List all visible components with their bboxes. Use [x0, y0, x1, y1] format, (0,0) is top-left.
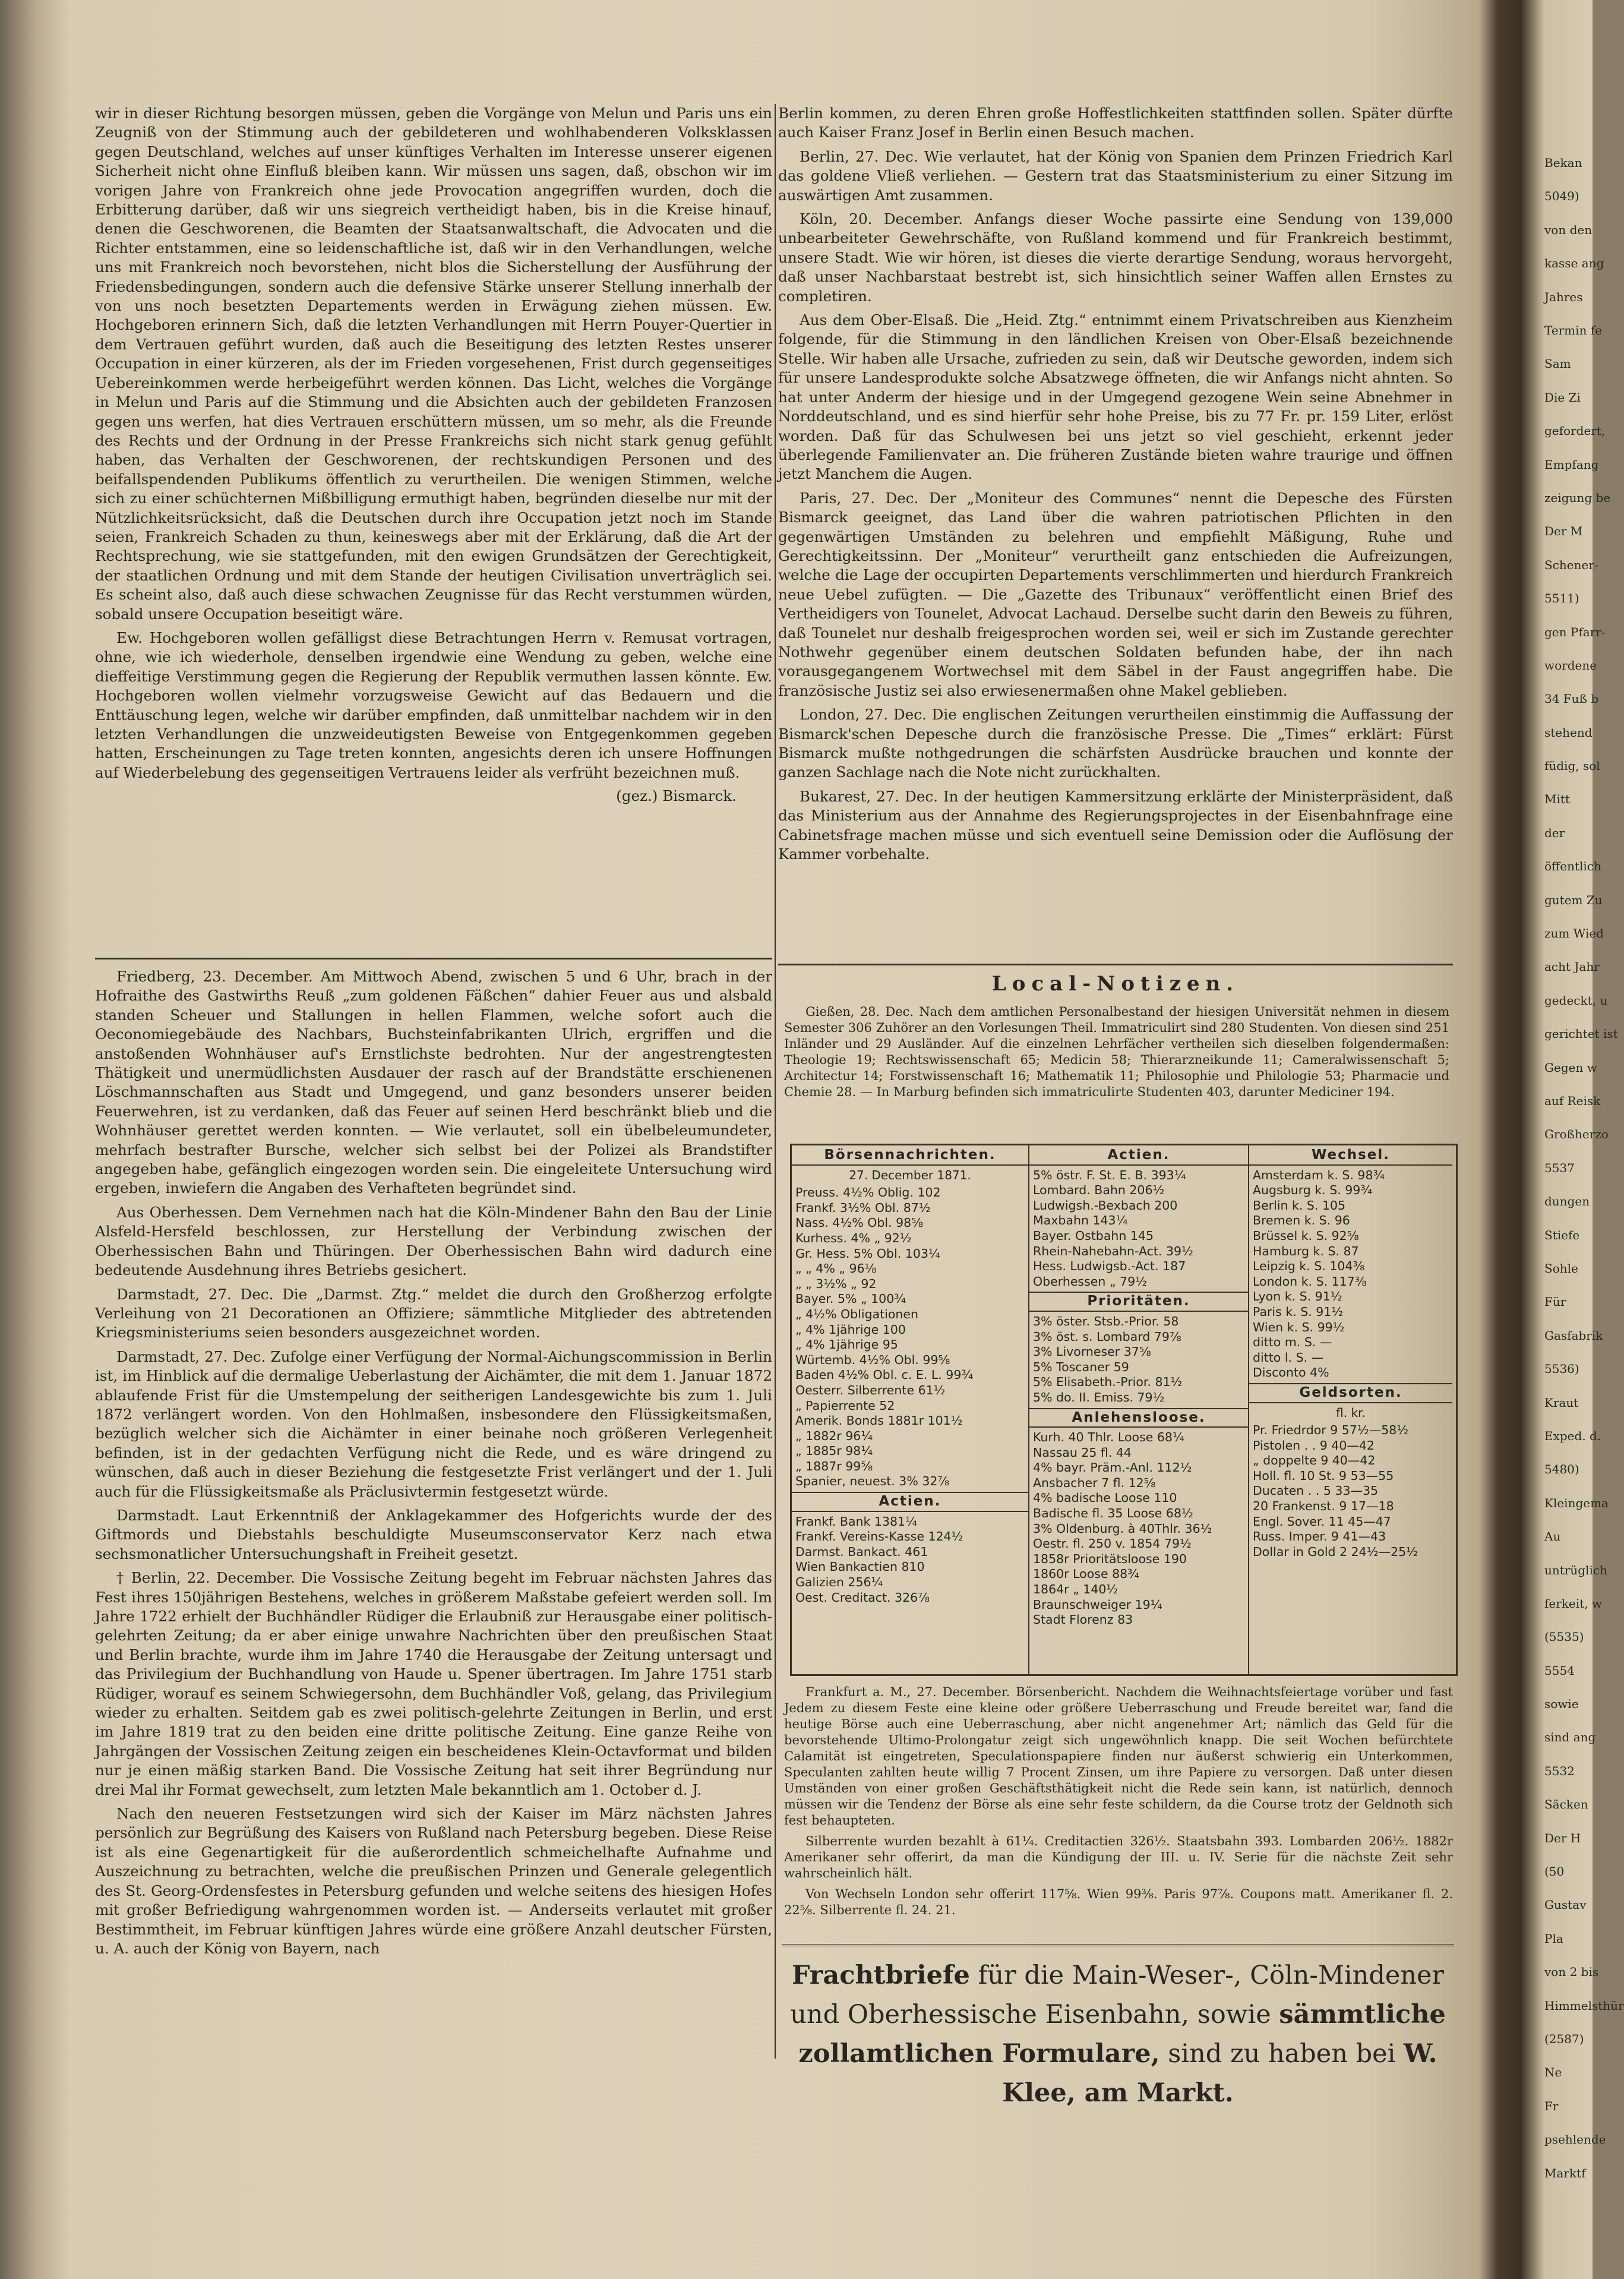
margin-fragment: 5537: [1544, 1160, 1575, 1175]
market-report-paragraph: Von Wechseln London sehr offerirt 117⅝. Wien 99⅜. Paris 97⅞. Coupons matt. Amerikaner fl. 2. 22⅝. Silberrente fl. 24. 21.: [784, 1887, 1453, 1917]
bourse-row: Hess. Ludwigsb.-Act. 187: [1033, 1259, 1186, 1274]
bourse-column-2: [1029, 1145, 1249, 1674]
bourse-heading: Geldsorten.: [1249, 1383, 1452, 1403]
margin-fragment: 5532: [1544, 1763, 1575, 1778]
bourse-row: Baden 4½% Obl. c. E. L. 99¾: [795, 1368, 974, 1382]
bourse-row: Engl. Sover. 11 45—47: [1253, 1514, 1391, 1529]
bourse-row: Wien k. S. 99½: [1253, 1320, 1345, 1334]
margin-fragment: (50: [1544, 1864, 1565, 1879]
bourse-row: „ 4½% Obligationen: [795, 1306, 919, 1321]
bourse-row: Stadt Florenz 83: [1033, 1612, 1133, 1627]
margin-fragment: acht Jahr: [1544, 959, 1600, 974]
bourse-row: Maxbahn 143¼: [1033, 1213, 1128, 1228]
bourse-row: 20 Frankenst. 9 17—18: [1253, 1499, 1394, 1514]
margin-fragment: Der H: [1544, 1830, 1581, 1845]
bourse-row: „ Papierrente 52: [795, 1398, 895, 1413]
bourse-row: 1860r Loose 88¾: [1033, 1567, 1140, 1582]
margin-fragment: psehlende: [1544, 2132, 1606, 2147]
local-news: [784, 1004, 1449, 1105]
market-report-paragraph: Frankfurt a. M., 27. December. Börsenbericht. Nachdem die Weihnachtsfeiertage vorüber und fast Jedem zu diesem Feste eine kleine oder größere Ueberraschung und Freude bereitet war, fand die heutige Börse auch eine Ueberraschung, aber nicht angenehmer Art; nämlich das Geld für die bevorstehende Ultimo-Prolongatur zeigt sich ungewöhnlich knapp. Die seit Wochen befürchtete Calamität ist eingetreten, Speculationspapiere finden nur äußerst schwierig ein Unterkommen, Speculanten zahlten heute willig 7 Procent Zinsen, um ihre Papiere zu versorgen. Daß unter diesen Umständen von einer großen Geschäftsthätigkeit nicht die Rede sein kann, ist natürlich, dennoch müssen wir die Tendenz der Börse als eine sehr feste schildern, da die Course trotz der Geldnoth sich fest behaupteten.: [784, 1685, 1453, 1827]
margin-fragment: Empfang: [1544, 457, 1599, 472]
bourse-row: Holl. fl. 10 St. 9 53—55: [1253, 1468, 1394, 1483]
news-item-darmstadt-2: Darmstadt, 27. Dec. Zufolge einer Verfügung der Normal-Aichungscommission in Berlin ist, im Hinblick auf die dermalige Ueberlastung der Aichämter, die mit dem 1. Januar 1872 ablaufende Frist für die Umstempelung der seitherigen Landesgewichte bis zum 1. Juli 1872 verlängert worden. Von den Hohlmaßen, insbesondere den Flüssigkeitsmaßen, bezüglich welcher sich die Aichämter in einer beinahe noch größeren Verlegenheit befinden, ist in der gedachten Verfügung nicht die Rede, und es wäre dringend zu wünschen, daß auch in dieser Beziehung die festgesetzte Frist verlängert und der 1. Juli auch für die Flüssigkeitsmaße als Präclusivtermin festgesetzt würde.: [95, 1347, 772, 1500]
news-item-berlin-2: Nach den neueren Festsetzungen wird sich der Kaiser im März nächsten Jahres persönlich zur Begrüßung des Kaisers von Rußland nach Petersburg begeben. Diese Reise ist als eine Gegenartigkeit für die außerordentlich schmeichelhafte Aufnahme und Auszeichnung zu betrachten, welche die preußischen Prinzen und Generale gelegentlich des St. Georg-Ordensfestes in Petersburg gefunden und welche seitens des hiesigen Hofes mit großer Befriedigung wahrgenommen worden ist. — Anderseits verlautet mit großer Bestimmtheit, im Februar künftigen Jahres würde eine größere Anzahl deutscher Fürsten, u. A. auch der König von Bayern, nach: [95, 1805, 772, 1957]
bourse-row: Wien Bankactien 810: [795, 1560, 925, 1574]
bourse-row: Amsterdam k. S. 98¾: [1253, 1167, 1385, 1182]
bourse-row: „ 1885r 98¼: [795, 1444, 873, 1459]
margin-fragment: (2587): [1544, 2032, 1584, 2047]
margin-fragment: wordene: [1544, 658, 1597, 673]
ad-bold: sämmtliche zollamtlichen Formulare,: [798, 2000, 1446, 2069]
bourse-row: Oesterr. Silberrente 61½: [795, 1382, 946, 1397]
bourse-title: Börsennachrichten.: [792, 1148, 1028, 1166]
margin-fragment: Sohle: [1544, 1261, 1578, 1276]
bourse-column-1: [792, 1145, 1029, 1674]
margin-fragment: gutem Zu: [1544, 892, 1603, 907]
margin-fragment: Großherzo: [1544, 1127, 1609, 1142]
bourse-row: 4% bayr. Präm.-Anl. 112½: [1033, 1460, 1192, 1475]
bourse-heading: Anlehensloose.: [1029, 1408, 1248, 1428]
news-item-ober-elsass: Aus dem Ober-Elsaß. Die „Heid. Ztg.“ entnimmt einem Privatschreiben aus Kienzheim folgende, für die Stimmung in den ländlichen Kreisen von Ober-Elsaß bezeichnende Stelle. Wir haben alle Ursache, zufrieden zu sein, daß wir Deutsche geworden, indem sich für unsere Landesprodukte solche Absatzwege öffneten, die wir Anfangs nicht ahnten. So hat unter Anderm der hiesige und in der Umgegend gezogene Wein seine Abnehmer in Norddeutschland, und es sind hierfür sehr hohe Preise, bis zu 77 Fr. pr. 159 Liter, erlöst worden. Daß für das Schulwesen bei uns jetzt so viel geschieht, erkennt jeder überlegende Familienvater an. Die früheren Zustände bieten wahre traurige und öffnen jetzt Manchem die Augen.: [778, 311, 1453, 483]
margin-fragment: ferkeit, w: [1544, 1596, 1603, 1611]
bourse-row: 3% Livorneser 37⅝: [1033, 1344, 1151, 1359]
bourse-row: „ „ 3½% „ 92: [795, 1276, 877, 1291]
news-item-koeln: Köln, 20. December. Anfangs dieser Woche passirte eine Sendung von 139,000 unbearbeiteter Gewehrschäfte, von Rußland kommend und für Frankreich bestimmt, unsere Stadt. Wie wir hören, ist dieses die vierte derartige Sendung, woraus hervorgeht, daß unser Nachbarstaat bestrebt ist, sich hinsichtlich seiner Waffen allen Ernstes zu completiren.: [778, 210, 1453, 305]
bourse-row: „ 4% 1jährige 95: [795, 1337, 898, 1352]
margin-fragment: Der M: [1544, 524, 1583, 539]
bourse-subheading: fl. kr.: [1336, 1405, 1366, 1420]
bourse-row: „ doppelte 9 40—42: [1253, 1453, 1376, 1468]
article-paragraph: Ew. Hochgeboren wollen gefälligst diese Betrachtungen Herrn v. Remusat vortragen, ohne, wie ich wiederhole, denselben irgendwie eine Wendung zu geben, welche eine dieffeitige Verstimmung gegen die Regierung der Republik vermuthen lassen könnte. Ew. Hochgeboren wollen vielmehr vorzugsweise Gewicht auf das Bedauern und die Enttäuschung legen, welche wir darüber empfinden, daß unmittelbar nachdem wir in den letzten Verhandlungen die unzweideutigsten Beweise von Entgegenkommen gegeben hatten, Erscheinungen zu Tage treten konnten, angesichts deren ich unsere Hoffnungen auf Wiederbelebung des gegenseitigen Vertrauens leider als verfrüht bezeichnen muß.: [95, 629, 772, 781]
bourse-row: 4% badische Loose 110: [1033, 1491, 1177, 1505]
stock-exchange-table: [790, 1144, 1458, 1676]
ad-bold: Frachtbriefe: [791, 1961, 970, 1990]
bourse-row: Darmst. Bankact. 461: [795, 1544, 928, 1559]
bourse-row: Rhein-Nahebahn-Act. 39½: [1033, 1243, 1193, 1258]
news-item-paris: Paris, 27. Dec. Der „Moniteur des Communes“ nennt die Depesche des Fürsten Bismarck geeignet, das Land über die wahren patriotischen Pflichten in den gegenwärtigen Umständen zu belehren und empfiehlt Mäßigung, Ruhe und Gerechtigkeitssinn. Der „Moniteur“ verurtheilt ganz entschieden die Aufreizungen, welche die Lage der occupirten Departements verschlimmerten und hierdurch Frankreich neue Uebel zufügten. — Die „Gazette des Tribunaux“ veröffentlicht einen Brief des Vertheidigers von Tounelet, Advocat Lachaud. Derselbe sucht darin den Beweis zu führen, daß Tounelet nur deshalb freigesprochen worden sei, weil er sich im Zustande gerechter Nothwehr gegenüber einem deutschen Soldaten befunden habe, der ihn nach vorausgegangenem Wortwechsel mit dem Säbel in der Faust angegriffen habe. Die französische Justiz sei also erwiesenermaßen ohne Makel geblieben.: [778, 489, 1453, 699]
bourse-row: „ 1887r 99⅝: [795, 1459, 873, 1473]
bourse-row: Ducaten . . 5 33—35: [1253, 1483, 1379, 1498]
margin-fragment: Termin fe: [1544, 323, 1603, 337]
bourse-row: 3% öst. s. Lombard 79⅞: [1033, 1329, 1181, 1344]
bourse-row: Kurhess. 4% „ 92½: [795, 1230, 912, 1245]
margin-fragment: Fr: [1544, 2098, 1559, 2113]
bourse-row: 5% Elisabeth.-Prior. 81½: [1033, 1375, 1183, 1390]
bourse-row: 3% Oldenburg. à 40Thlr. 36½: [1033, 1521, 1212, 1536]
margin-fragment: Au: [1544, 1529, 1561, 1544]
margin-fragment: dungen: [1544, 1194, 1590, 1209]
bourse-row: Bayer. Ostbahn 145: [1033, 1228, 1154, 1243]
margin-fragment: Bekan: [1544, 156, 1582, 170]
bourse-row: Ansbacher 7 fl. 12⅝: [1033, 1475, 1156, 1490]
bourse-row: 3% öster. Stsb.-Prior. 58: [1033, 1314, 1179, 1328]
bourse-row: 1864r „ 140½: [1033, 1582, 1119, 1597]
bourse-row: „ 1882r 96¼: [795, 1428, 873, 1443]
bourse-row: „ „ 4% „ 96⅛: [795, 1261, 877, 1276]
bourse-heading: Prioritäten.: [1029, 1292, 1248, 1312]
bourse-row: Kurh. 40 Thlr. Loose 68¼: [1033, 1430, 1184, 1445]
bourse-row: Augsburg k. S. 99¾: [1253, 1183, 1373, 1198]
bourse-row: London k. S. 117⅜: [1253, 1274, 1367, 1289]
bourse-row: ditto m. S. —: [1253, 1335, 1332, 1350]
bourse-row: Frankf. Bank 1381¼: [795, 1514, 917, 1529]
bourse-row: Paris k. S. 91½: [1253, 1304, 1344, 1319]
margin-fragment: von 2 bis: [1544, 1965, 1599, 1980]
bourse-row: Bayer. 5% „ 100¾: [795, 1292, 906, 1306]
margin-fragment: 5554: [1544, 1663, 1575, 1678]
bourse-row: Bremen k. S. 96: [1253, 1213, 1350, 1228]
margin-fragment: Für: [1544, 1295, 1566, 1309]
bourse-row: Amerik. Bonds 1881r 101½: [795, 1413, 963, 1428]
margin-fragment: gedeckt, u: [1544, 993, 1608, 1008]
margin-fragment: von den: [1544, 222, 1593, 237]
bourse-row: „ 4% 1jährige 100: [795, 1322, 906, 1337]
margin-fragment: Stiefe: [1544, 1227, 1580, 1242]
margin-fragment: Säcken: [1544, 1797, 1588, 1812]
bourse-row: Braunschweiger 19¼: [1033, 1597, 1162, 1612]
margin-fragment: gen Pfarr-: [1544, 624, 1606, 639]
news-item-berlin-1: † Berlin, 22. December. Die Vossische Zeitung begeht im Februar nächsten Jahres das Fest ihres 150jährigen Bestehens, welches in größerem Maßstabe gefeiert werden soll. Im Jahre 1722 erhielt der Buchhändler Rüdiger die Erlaubniß zur Herausgabe einer politisch-gelehrten Zeitung; da er aber einige unwahre Nachrichten über den preußischen Staat und Berlin brachte, wurde ihm im Jahre 1740 die Herausgabe der Zeitung untersagt und das Privilegium der Buchhandlung von Haude u. Spener übertragen. Im Jahre 1751 starb Rüdiger, worauf es seinem Schwiegersohn, dem Buchhändler Voß, gelang, das Privilegium wieder zu erhalten. Seitdem gab es zwei politisch-gelehrte Zeitungen in Berlin, und erst im Jahre 1819 trat zu den beiden eine dritte politische Zeitung. Eine ganze Reihe von Jahrgängen der Vossischen Zeitung zeigen ein bescheidenes Klein-Octavformat und bilden nur je einen mäßig starken Band. Die Vossische Zeitung hat seit ihrer Begründung nur drei Mal ihr Format gewechselt, zum letzten Male bekanntlich am 1. October d. J.: [95, 1569, 772, 1798]
margin-fragment: 34 Fuß b: [1544, 692, 1599, 706]
bourse-column-3: [1249, 1145, 1452, 1674]
margin-fragment: zum Wied: [1544, 926, 1604, 941]
news-item-darmstadt-3: Darmstadt. Laut Erkenntniß der Anklagekammer des Hofgerichts wurde der des Giftmords und Diebstahls beschuldigte Museumsconservator Kerz nach etwa sechsmonatlicher Untersuchungshaft in Freiheit gesetzt.: [95, 1506, 772, 1563]
margin-fragment: Ne: [1544, 2065, 1562, 2080]
margin-fragment: Jahres: [1544, 289, 1583, 304]
margin-fragment: 5049): [1544, 189, 1579, 204]
ad-text: für die Main-Weser-, Cöln-Mindener und Oberhessische Eisenbahn, sowie: [790, 1961, 1445, 2029]
bourse-row: Frankf. Vereins-Kasse 124½: [795, 1529, 963, 1544]
margin-fragment: Mitt: [1544, 792, 1570, 807]
column-right: [778, 104, 1453, 869]
bourse-row: Oest. Creditact. 326⅞: [795, 1590, 930, 1605]
ad-bold: W. Klee, am Markt.: [1002, 2039, 1437, 2108]
bourse-row: Oberhessen „ 79½: [1033, 1274, 1148, 1289]
margin-fragment: füdig, sol: [1544, 759, 1600, 774]
bourse-row: Leipzig k. S. 104⅜: [1253, 1259, 1365, 1274]
margin-fragment: Die Zi: [1544, 390, 1581, 405]
bourse-row: 5% Toscaner 59: [1033, 1359, 1129, 1374]
margin-fragment: Schener-: [1544, 557, 1598, 572]
bourse-row: 1858r Prioritätsloose 190: [1033, 1551, 1187, 1566]
section-divider: [778, 964, 1453, 965]
bourse-row: Nass. 4½% Obl. 98⅝: [795, 1216, 924, 1230]
news-item-london: London, 27. Dec. Die englischen Zeitungen verurtheilen einstimmig die Auffassung der Bismarck'schen Depesche durch die französische Presse. Die „Times“ erklärt: Fürst Bismarck mußte nothgedrungen die schärfsten Ausdrücke brauchen und konnte der ganzen Sachlage nach die Note nicht zurückhalten.: [778, 706, 1453, 781]
column-left-lower: [95, 967, 772, 1963]
bourse-row: 5% do. II. Emiss. 79½: [1033, 1390, 1165, 1404]
news-item-berlin-3: Berlin, 27. Dec. Wie verlautet, hat der König von Spanien dem Prinzen Friedrich Karl das goldene Vließ verliehen. — Gestern trat das Staatsministerium zu einer Sitzung im auswärtigen Amt zusammen.: [778, 147, 1453, 204]
bourse-row: Nassau 25 fl. 44: [1033, 1445, 1132, 1460]
margin-fragment: der: [1544, 825, 1565, 840]
bourse-row: Ludwigsh.-Bexbach 200: [1033, 1198, 1178, 1213]
article-paragraph: Berlin kommen, zu deren Ehren große Hoffestlichkeiten stattfinden sollen. Später dürfte auch Kaiser Franz Josef in Berlin einen Besuch machen.: [778, 105, 1453, 141]
bourse-row: Dollar in Gold 2 24½—25½: [1253, 1544, 1418, 1559]
bourse-row: Frankf. 3½% Obl. 87½: [795, 1200, 931, 1215]
bourse-heading: Actien.: [792, 1492, 1028, 1512]
news-item-oberhessen: Aus Oberhessen. Dem Vernehmen nach hat die Köln-Mindener Bahn den Bau der Linie Alsfeld-Hersfeld beschlossen, zur Herstellung der Verbindung zwischen der Oberhessischen Bahn und Thüringen. Der Oberhessischen Bahn wird dadurch eine bedeutende Ausdehnung ihres Betriebs gesichert.: [95, 1203, 772, 1279]
bourse-row: Spanier, neuest. 3% 32⅞: [795, 1474, 950, 1489]
bourse-row: Hamburg k. S. 87: [1253, 1243, 1359, 1258]
bourse-row: Disconto 4%: [1253, 1365, 1329, 1380]
margin-fragment: Kraut: [1544, 1395, 1579, 1410]
column-left: [95, 104, 772, 804]
column-divider-horizontal: [95, 958, 772, 959]
bourse-row: Berlin k. S. 105: [1253, 1198, 1346, 1213]
margin-fragment: 5480): [1544, 1462, 1579, 1477]
margin-fragment: sowie: [1544, 1697, 1579, 1712]
margin-fragment: 5511): [1544, 591, 1579, 606]
news-item-friedberg: Friedberg, 23. December. Am Mittwoch Abend, zwischen 5 und 6 Uhr, brach in der Hofraithe des Gastwirths Reuß „zum goldenen Fäßchen“ dahier Feuer aus und alsbald standen Scheuer und Stallungen in hellen Flammen, welche sofort auch die Oeconomiegebäude des Nachbars, Buchsteinfabrikanten Ulrich, ergriffen und die anstoßenden Wohnhäuser auf's Ernstlichste bedrohten. Nur der angestrengtesten Thätigkeit und unermüdlichsten Ausdauer der rasch auf der Brandstätte erschienenen Löschmannschaften aus Stadt und Umgegend, und ganz besonders unserer beiden Feuerwehren, ist zu verdanken, daß das Feuer auf seinen Herd beschränkt blieb und die Wohnhäuser gerettet werden konnten. — Wie verlautet, soll ein übelbeleumundeter, mehrfach bestrafter Bursche, welcher sich selbst bei der Polizei als Brandstifter angegeben habe, gefänglich eingezogen worden sein. Die eingeleitete Untersuchung wird ergeben, inwiefern die Angaben des Verhafteten begründet sind.: [95, 968, 772, 1197]
margin-fragment: 5536): [1544, 1362, 1579, 1377]
bourse-row: Pistolen . . 9 40—42: [1253, 1438, 1375, 1453]
bourse-row: Pr. Friedrdor 9 57½—58½: [1253, 1423, 1409, 1438]
bourse-date: 27. December 1871.: [849, 1167, 971, 1182]
margin-fragment: gerichtet ist: [1544, 1027, 1618, 1041]
margin-fragment: Marktf: [1544, 2166, 1586, 2180]
margin-fragment: (5535): [1544, 1630, 1584, 1644]
bourse-row: 5% östr. F. St. E. B. 393¼: [1033, 1167, 1186, 1182]
bourse-row: Würtemb. 4½% Obl. 99⅝: [795, 1352, 950, 1367]
bourse-row: Preuss. 4½% Oblig. 102: [795, 1185, 941, 1200]
margin-fragment: öffentlich: [1544, 859, 1601, 874]
margin-fragment: Himmelsthür: [1544, 1998, 1624, 2013]
bourse-row: Oestr. fl. 250 v. 1854 79½: [1033, 1536, 1192, 1551]
bourse-row: Lyon k. S. 91½: [1253, 1289, 1342, 1304]
local-news-heading: Local-Notizen.: [991, 972, 1240, 996]
local-news-paragraph: Gießen, 28. Dec. Nach dem amtlichen Personalbestand der hiesigen Universität nehmen in diesem Semester 306 Zuhörer an den Vorlesungen Theil. Immatriculirt sind 280 Studenten. Von diesen sind 251 Inländer und 29 Ausländer. Auf die einzelnen Lehrfächer vertheilen sich dieselben folgendermaßen: Theologie 19; Rechtswissenschaft 65; Medicin 58; Thierarzneikunde 11; Cameralwissenschaft 5; Architectur 14; Forstwissenschaft 16; Mathematik 11; Philosophie und Philologie 53; Pharmacie und Chemie 28. — In Marburg befinden sich immatriculirte Studenten 403, darunter Mediciner 194.: [784, 1005, 1449, 1099]
advertisement: [782, 1944, 1454, 2108]
margin-fragment: Gustav: [1544, 1898, 1587, 1912]
margin-fragment: kasse ang: [1544, 256, 1604, 271]
bourse-row: ditto l. S. —: [1253, 1350, 1324, 1365]
margin-fragment: stehend: [1544, 725, 1593, 740]
margin-fragment: Sam: [1544, 356, 1571, 371]
margin-fragment: gefordert,: [1544, 424, 1606, 438]
bourse-row: Galizien 256¼: [795, 1575, 883, 1590]
ad-text: sind zu haben bei: [1159, 2039, 1404, 2069]
margin-fragment: Kleingema: [1544, 1495, 1609, 1510]
market-report-paragraph: Silberrente wurden bezahlt à 61¼. Creditactien 326½. Staatsbahn 393. Lombarden 206½. 1882r Amerikaner sehr offerirt, da man die Kündigung der III. u. IV. Serie für die nächste Zeit sehr wahrscheinlich hält.: [784, 1834, 1453, 1880]
frankfurt-market-report: [784, 1684, 1453, 1923]
news-item-darmstadt-1: Darmstadt, 27. Dec. Die „Darmst. Ztg.“ meldet die durch den Großherzog erfolgte Verleihung von 21 Decorationen an Offiziere; sämmtliche Mitglieder des abtretenden Kriegsministeriums seien besonders ausgezeichnet worden.: [95, 1285, 772, 1341]
margin-fragment: auf Reisk: [1544, 1094, 1601, 1109]
margin-fragment: sind ang: [1544, 1730, 1596, 1745]
bourse-heading: Wechsel.: [1249, 1148, 1452, 1166]
margin-fragment: Gegen w: [1544, 1060, 1597, 1075]
bourse-row: Russ. Imper. 9 41—43: [1253, 1529, 1386, 1544]
bourse-heading: Actien.: [1029, 1148, 1248, 1166]
bourse-row: Gr. Hess. 5% Obl. 103¼: [795, 1246, 940, 1261]
column-divider-vertical: [775, 104, 776, 2059]
article-paragraph: wir in dieser Richtung besorgen müssen, geben die Vorgänge von Melun und Paris uns ein Zeugniß von der Stimmung auch der gebildeteren und wohlhabenderen Volksklassen gegen Deutschland, welches auf unser künftiges Verhalten im Interesse unserer eigenen Sicherheit nicht ohne Einfluß bleiben kann. Wir müssen uns sagen, daß, obschon wir im vorigen Jahre von Frankreich ohne jede Provocation angegriffen wurden, doch die Erbitterung darüber, daß wir uns siegreich vertheidigt haben, bis in die Kreise hinauf, denen die Geschworenen, die Beamten der Staatsanwaltschaft, die Advocaten und die Richter entstammen, eine so leidenschaftliche ist, daß wir in den Verhandlungen, welche uns mit Frankreich noch bevorstehen, nicht blos die Sicherstellung der Ausführung der Friedensbedingungen, sondern auch die defensive Stärke unserer Stellung innerhalb der von uns noch besetzten Departements werden in Erwägung ziehen müssen. Ew. Hochgeboren erinnern Sich, daß die letzten Verhandlungen mit Herrn Pouyer-Quertier in dem Vertrauen geführt wurden, daß auch die Beseitigung des letzten Restes unserer Occupation in einer kürzeren, als der im Frieden vorgesehenen, Frist durch gegenseitiges Uebereinkommen werde herbeigeführt werden können. Das Licht, welches die Vorgänge in Melun und Paris auf die Stimmung und die Absichten auch der gebildeten Franzosen gegen uns werfen, hat dies Vertrauen erschüttern müssen, um so mehr, als die Freunde des Rechts und der Ordnung in der Presse Frankreichs sich nicht stark genug gefühlt haben, das Verhalten der Geschworenen, der rechtskundigen Personen und des beifallspendenden Publikums öffentlich zu verurtheilen. Die wenigen Stimmen, welche sich zu einer schüchternen Mißbilligung ermuthigt haben, begründen dieselbe nur mit der Nützlichkeitsrücksicht, daß die Deutschen durch ihre Occupation jetzt noch im Stande seien, Frankreich Schaden zu thun, keineswegs aber mit der Erklärung, daß die Art der Rechtsprechung, wie sie stattgefunden, mit den ewigen Grundsätzen der Gerechtigkeit, der staatlichen Ordnung und mit dem Stande der heutigen Civilisation unverträglich sei. Es scheint also, daß auch diese schwachen Zeugnisse für das Recht verstummen würden, sobald unsere Occupation beseitigt wäre.: [95, 105, 772, 623]
margin-fragment: Gasfabrik: [1544, 1328, 1603, 1343]
margin-fragment: zeigung be: [1544, 490, 1611, 505]
margin-fragment: Exped. d.: [1544, 1428, 1601, 1443]
margin-fragment: untrüglich: [1544, 1563, 1607, 1577]
bourse-row: Badische fl. 35 Loose 68½: [1033, 1506, 1193, 1521]
bourse-row: Brüssel k. S. 92⅝: [1253, 1228, 1359, 1243]
margin-fragment: Pla: [1544, 1931, 1563, 1946]
bourse-row: Lombard. Bahn 206½: [1033, 1183, 1165, 1198]
signature: (gez.) Bismarck.: [616, 787, 737, 805]
news-item-bukarest: Bukarest, 27. Dec. In der heutigen Kammersitzung erklärte der Ministerpräsident, daß das Ministerium aus der Annahme des Regierungsprojectes in der Eisenbahnfrage eine Cabinetsfrage machen müsse und sich eventuell seine Demission oder die Auflösung der Kammer vorbehalte.: [778, 787, 1453, 863]
